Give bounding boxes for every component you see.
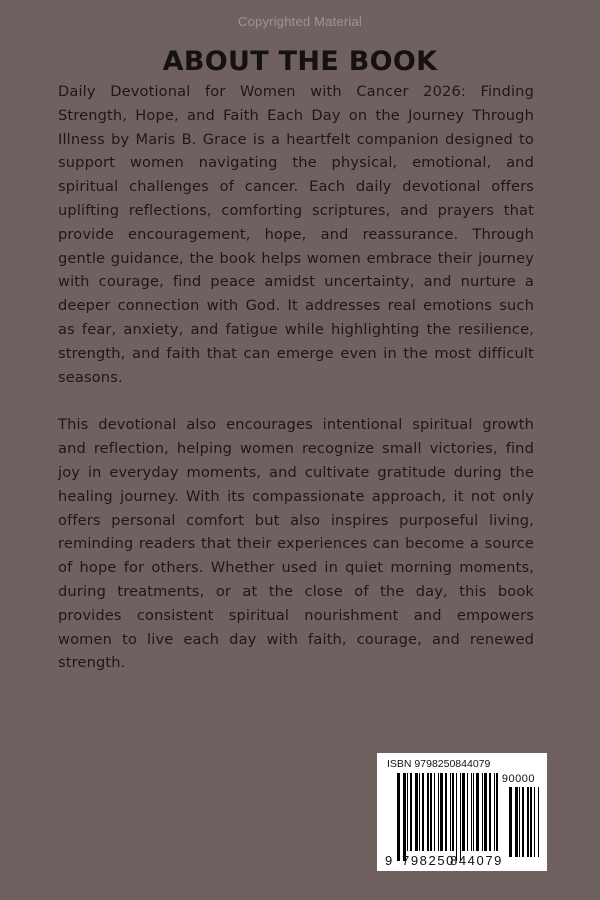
barcode-bar — [438, 773, 439, 851]
barcode-bar — [422, 773, 424, 851]
barcode-bar — [519, 787, 520, 857]
barcode-bar — [419, 773, 420, 851]
barcode-bar — [471, 773, 472, 851]
barcode-bar — [403, 773, 406, 861]
barcode-bar — [473, 773, 474, 851]
barcode-bar — [538, 787, 539, 857]
barcode-bar — [427, 773, 429, 851]
barcode-bar — [467, 773, 468, 851]
barcode-bar — [509, 787, 512, 857]
barcode-bar — [430, 773, 432, 851]
barcode-bar — [410, 773, 412, 851]
book-description — [58, 80, 534, 699]
copyright-watermark-top: Copyrighted Material — [238, 14, 362, 29]
barcode-bar — [440, 773, 443, 851]
barcode-bar — [489, 773, 491, 851]
barcode-digits-right: 844079 — [450, 853, 503, 868]
isbn-label: ISBN 9798250844079 — [387, 758, 491, 770]
barcode-bar — [527, 787, 529, 857]
page-title: ABOUT THE BOOK — [162, 46, 438, 77]
barcode-bar — [460, 773, 461, 861]
barcode-bar — [494, 773, 495, 851]
barcode-digits-left: 798250 — [402, 853, 455, 868]
barcode-bar — [482, 773, 483, 851]
description-paragraph-2: This devotional also encourages intentional spiritual growth and reflection, helping women recognize small victories, find joy in everyday moments, and cultivate gratitude during the healing journey. With its compassionate approach, it not only offers personal comfort but also inspires purposeful living, reminding readers that their experiences can become a source of hope for others. Whether used in quiet morning moments, during treatments, or at the close of the day, this book provides consistent spiritual nourishment and empowers women to live each day with faith, courage, and renewed strength. — [58, 416, 534, 672]
description-paragraph-1: Daily Devotional for Women with Cancer 2026: Finding Strength, Hope, and Faith Each Day on the Journey Through Illness by Maris B. Grace is a heartfelt companion designed to support women navigating the physical, emotional, and spiritual challenges of cancer. Each daily devotional offers uplifting reflections, comforting scriptures, and prayers that provide encouragement, hope, and reassurance. Through gentle guidance, the book helps women embrace their journey with courage, find peace amidst uncertainty, and nurture a deeper connection with God. It addresses real emotions such as fear, anxiety, and fatigue while highlighting the resilience, strength, and faith that can emerge even in the most difficult seasons. — [58, 83, 534, 386]
price-code: 90000 — [501, 773, 535, 785]
barcode-digit-first: 9 — [385, 853, 394, 868]
barcode-bar — [476, 773, 479, 851]
barcode-bar — [452, 773, 454, 851]
barcode-bar — [456, 773, 457, 861]
barcode-bar — [484, 773, 487, 851]
barcode-bar — [496, 773, 498, 851]
barcode-bar — [522, 787, 524, 857]
barcode-bar — [450, 773, 451, 851]
barcode-bar — [407, 773, 408, 851]
isbn-barcode-box — [377, 753, 547, 871]
barcode-bar — [534, 787, 535, 857]
barcode-bar — [445, 773, 447, 851]
barcode-bar — [515, 787, 518, 857]
barcode-bar — [397, 773, 400, 861]
barcode-bar — [415, 773, 418, 851]
barcode-bar — [530, 787, 532, 857]
barcode-bar — [434, 773, 435, 851]
barcode-bar — [462, 773, 465, 851]
